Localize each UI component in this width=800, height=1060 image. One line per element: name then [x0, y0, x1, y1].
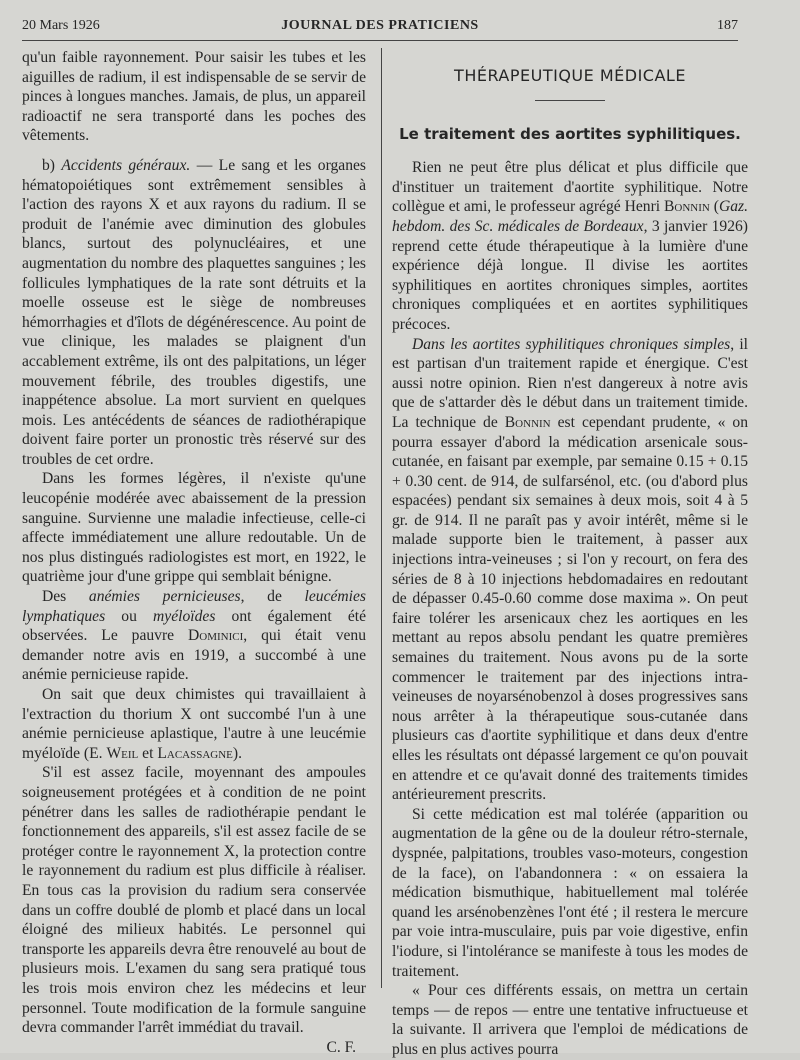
text: ou	[105, 607, 154, 625]
text: est cependant prudente, « on pourra essayer d'abord la médication arsenicale sous-cutanée, en faisant par exemple, par semaine 0.15 + 0.15 + 0.30 cent. de 914, de sulfarsénol, etc. (ou d'abord plus espacées) pendant six semaines à deux mois, soit 4 à 5 gr. de 914. Il ne paraît pas y avoir intérêt, même si le malade supporte bien le traitement, à passer aux injections intra-veineuses ; si l'on y recourt, on fera des séries de 8 à 10 injections hebdomadaires en redoutant de dépasser 0.45-0.60 comme dose maxima ». On peut faire tolérer les arsenicaux chez les aortiques en les mettant au repos absolu pendant les quatre premières semaines du traitement. Nous avons pu de la sorte commencer le traitement par des injections intra-veineuses de noyarsénobenzol à doses progressives sans nous arrêter à la thérapeutique sous-cutanée dans plusieurs cas d'aortite syphilitique et dans deux d'entre elles les résultats ont dépassé largement ce qu'on pouvait en attendre et ce qu'avait donné des traitements timides antérieurement prescrits.	[392, 413, 748, 804]
left-column	[22, 48, 366, 1057]
article-title: Le traitement des aortites syphilitiques.	[399, 124, 741, 143]
text: , 3 janvier 1926) reprend cette étude thérapeutique à la lumière d'une expérience déjà longue. Il divise les aortites syphilitiques en aortites chroniques simples, aortites chroniques compliquées et en aortites syphilitiques précoces.	[392, 217, 748, 333]
column-divider	[381, 48, 382, 988]
citation: Gaz. hebdom. des Sc. médicales de Bordeaux	[392, 198, 748, 235]
title-divider	[535, 100, 605, 101]
right-column	[392, 48, 748, 1060]
author-name: Bonnin	[664, 198, 710, 216]
page-header	[22, 18, 738, 40]
paragraph: qu'un faible rayonnement. Pour saisir les tubes et les aiguilles de radium, il est indispensable de se servir de pinces à longues manches. Jamais, de plus, un appareil radioactif ne sera transporté dans les poches des vêtements.	[22, 49, 366, 145]
paragraph	[22, 587, 366, 685]
paragraph: Si cette médication est mal tolérée (apparition ou augmentation de la gêne ou de la douleur rétro-sternale, dyspnée, palpitations, troubles vaso-moteurs, congestion de la face), on l'abandonnera : « on essaiera la médication bismuthique, habituellement mal tolérée quand les arsénobenzènes l'ont été ; il restera le mercure par voie intra-musculaire, puis par voie digestive, enfin l'iodure, si l'intolérance se manifeste à tous les modes de traitement.	[392, 805, 748, 980]
paragraph	[392, 335, 748, 805]
section-title: THÉRAPEUTIQUE MÉDICALE	[454, 66, 686, 85]
text: ont également été observées. Le pauvre	[22, 607, 367, 645]
author-name: Bonnin	[504, 413, 551, 431]
paragraph	[22, 156, 366, 470]
section-label: b)	[42, 156, 55, 174]
paragraph: « Pour ces différents essais, on mettra un certain temps — de repos — entre une tentative infructueuse et la suivante. Il arrivera que l'emploi de médications de plus en plus actives pourra	[392, 982, 748, 1058]
paragraph	[22, 685, 366, 763]
italic-term: myéloïdes	[153, 607, 216, 625]
header-rule	[22, 40, 738, 41]
journal-title: JOURNAL DES PRATICIENS	[281, 18, 479, 33]
text: On sait que deux chimistes qui travaillaient à l'extraction du thorium X ont succombé l'un à une anémie pernicieuse aplastique, l'autre à une leucémie myéloïde (E.	[22, 686, 366, 762]
page-number: 187	[717, 18, 738, 33]
header-date: 20 Mars 1926	[22, 18, 100, 33]
text: (	[709, 198, 719, 216]
text: Des	[42, 588, 89, 606]
paragraph	[392, 158, 748, 334]
text: , de	[240, 588, 305, 606]
paragraph-text: — Le sang et les organes hématopoiétiques sont extrêmement sensibles à l'action des rayons X et aux rayons du radium. Il se produit de l'anémie avec diminution des globules blancs, surtout des polynucléaires, et une augmentation du nombre des plaquettes sanguines ; les follicules lymphatiques de la rate sont détruits et la moelle osseuse est le siège de nombreuses hémorrhagies et d'îlots de dégénérescence. Au point de vue clinique, les malades se plaignent d'un accablement extrême, ils ont des palpitations, un léger mouvement fébrile, des troubles digestifs, une inappétence absolue. La mort survient en quelques mois. Les antécédents de séances de radiothérapique doivent faire porter un pronostic très réservé sur des troubles de cet ordre.	[22, 156, 366, 468]
author-name: Lacassagne	[157, 744, 233, 762]
text: et	[138, 744, 158, 762]
subheading: Dans les aortites syphilitiques chroniques simples	[412, 335, 731, 353]
text: , qui était venu demander notre avis en 1919, a succombé à une anémie pernicieuse rapide.	[22, 627, 367, 684]
text: , il est partisan d'un traitement rapide et énergique. C'est aussi notre opinion. Rien n'est dangereux à notre avis que de s'attarder dès le début dans un traitement timide. La technique de	[392, 335, 748, 431]
text: ).	[232, 744, 242, 762]
italic-term: leucémies lymphatiques	[22, 588, 366, 625]
paragraph: S'il est assez facile, moyennant des ampoules soigneusement protégées et à condition de ne point pénétrer dans les salles de radiothérapie pendant le fonctionnement des appareils, s'il est assez facile de se protéger contre le rayonnement X, la protection contre le rayonnement du radium est plus difficile à réaliser. En tous cas la provision du radium sera conservée dans un coffre doublé de plomb et placé dans un local éloigné des milieux habités. Le personnel qui transporte les appareils devra être renouvelé au bout de plusieurs mois. L'examen du sang sera pratiqué tous les trois mois environ chez les médecins et leur personnel. Toute modification de la formule sanguine devra commander l'arrêt immédiat du travail.	[22, 764, 366, 1037]
author-name: Weil	[106, 744, 139, 762]
paragraph: Dans les formes légères, il n'existe qu'une leucopénie modérée avec abaissement de la pression sanguine. Survienne une maladie infectieuse, celle-ci affecte immédiatement une allure redoutable. Un de nos plus distingués radiologistes est mort, en 1922, le quatrième jour d'une grippe qui semblait bénigne.	[22, 470, 366, 586]
signature: C. F.	[326, 1038, 356, 1056]
subheading: Accidents généraux.	[61, 156, 191, 174]
text: Rien ne peut être plus délicat et plus difficile que d'instituer un traitement d'aortite syphilitique. Notre collègue et ami, le professeur agrégé Henri	[392, 159, 748, 216]
author-name: Dominici	[188, 627, 244, 645]
italic-term: anémies pernicieuses	[88, 588, 241, 606]
